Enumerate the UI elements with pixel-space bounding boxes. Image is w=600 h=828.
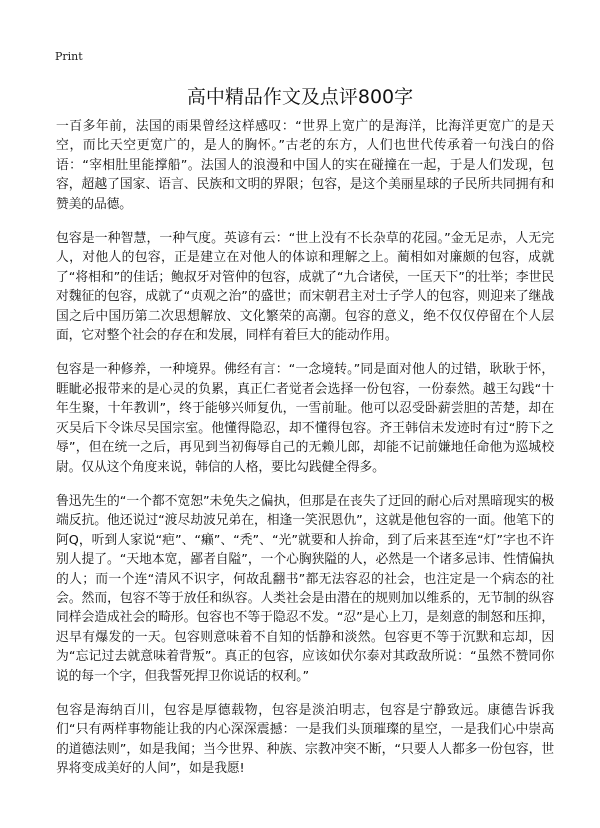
page-title: 高中精品作文及点评800字 [186,86,414,108]
paragraph-3: 包容是一种修养，一种境界。佛经有言：“一念境转。”同是面对他人的过错，耿耿于怀，睚眦必报带来的是心灵的负累，真正仁者觉者会选择一份包容，一份泰然。越王勾践“十年生聚，十年教训”，终于能够兴师复仇，一雪前耻。他可以忍受卧薪尝胆的苦楚，却在灭吴后下令诛尽吴国宗室。他懂得隐忍，却不懂得包容。齐王韩信未发迹时有过“胯下之辱”，但在统一之后，再见到当初侮辱自己的无赖儿郎，却能不记前嫌地任命他为巡城校尉。仅从这个角度来说，韩信的人格，要比勾践健全得多。 [56,362,554,475]
paragraph-1: 一百多年前，法国的雨果曾经这样感叹：“世界上宽广的是海洋，比海洋更宽广的是天空，而比天空更宽广的，是人的胸怀。”古老的东方，人们也世代传承着一句浅白的俗语：“宰相肚里能撑船”。法国人的浪漫和中国人的实在碰撞在一起，于是人们发现，包容，超越了国家、语言、民族和文明的界限；包容，是这个美丽星球的子民所共同拥有和赞美的品德。 [56,119,554,212]
essay-body [56,117,554,794]
paragraph-5: 包容是海纳百川，包容是厚德载物，包容是淡泊明志，包容是宁静致远。康德告诉我们“只有两样事物能让我的内心深深震撼：一是我们头顶璀璨的星空，一是我们心中崇高的道德法则”，如是我闻；当今世界、种族、宗教冲突不断，“只要人人都多一份包容，世界将变成美好的人间”，如是我愿! [56,702,554,777]
paragraph-2: 包容是一种智慧，一种气度。英谚有云：“世上没有不长杂草的花园。”金无足赤，人无完人，对他人的包容，正是建立在对他人的体谅和理解之上。蔺相如对廉颇的包容，成就了“将相和”的佳话；鲍叔牙对管仲的包容，成就了“九合诸侯，一匡天下”的壮举；李世民对魏征的包容，成就了“贞观之治”的盛世；而宋朝君主对士子学人的包容，则迎来了继战国之后中国历第二次思想解放、文化繁荣的高潮。包容的意义，绝不仅仅停留在个人层面，它对整个社会的存在和发展，同样有着巨大的能动作用。 [56,231,554,344]
paragraph-4: 鲁迅先生的“一个都不宽恕”未免失之偏执，但那是在丧失了迂回的耐心后对黑暗现实的极端反抗。他还说过“渡尽劫波兄弟在，相逢一笑泯恩仇”，这就是他包容的一面。他笔下的阿Q，听到人家说“疤”、“癞”、“秃”、“光”就要和人拚命，到了后来甚至连“灯”字也不许别人提了。“天地本宽，鄙者自隘”，一个心胸狭隘的人，必然是一个诸多忌讳、性情偏执的人；而一个连“清风不识字，何故乱翻书”都无法容忍的社会，也注定是一个病态的社会。然而，包容不等于放任和纵容。人类社会是由潜在的规则加以维系的，无节制的纵容同样会造成社会的畸形。包容也不等于隐忍不发。“忍”是心上刀，是刻意的制怒和压抑，迟早有爆发的一天。包容则意味着不自知的恬静和淡然。包容更不等于沉默和忘却，因为“忘记过去就意味着背叛”。真正的包容，应该如伏尔泰对其政敌所说：“虽然不赞同你说的每一个字，但我誓死捍卫你说话的权利。” [56,493,554,684]
print-link[interactable]: Print [55,50,83,63]
